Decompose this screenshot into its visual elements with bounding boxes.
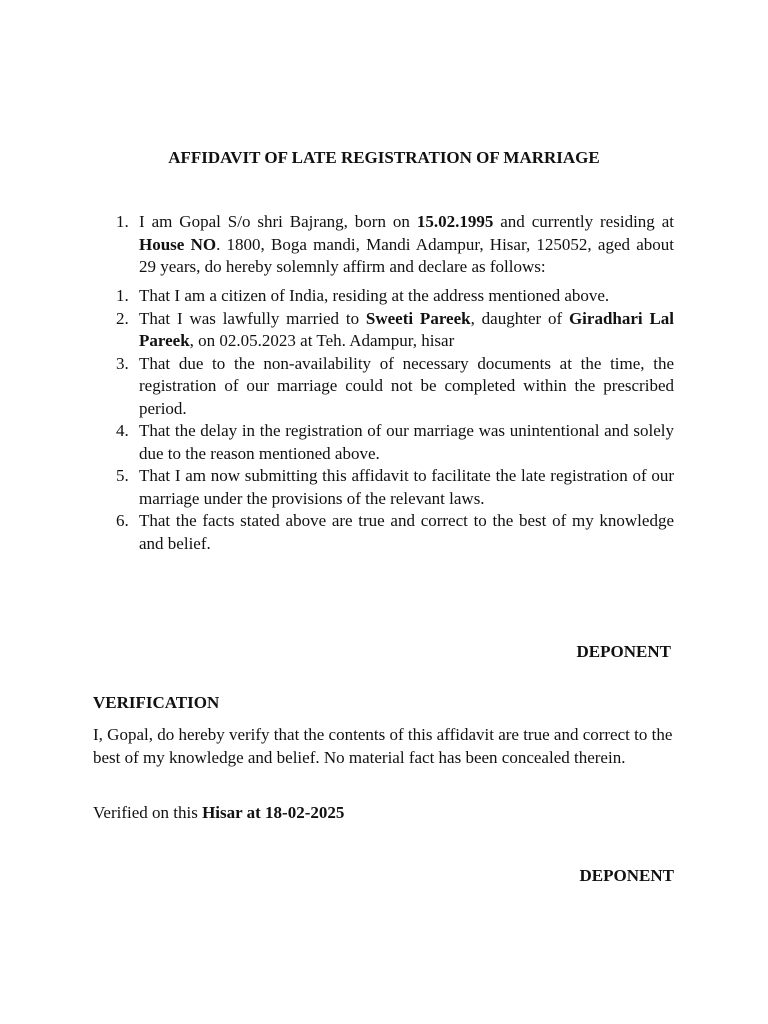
date-of-birth: 15.02.1995 [416, 212, 494, 231]
list-number: 1. [116, 286, 129, 305]
list-number: 6. [116, 511, 129, 530]
verification-heading: VERIFICATION [93, 693, 220, 712]
item-text: That I am now submitting this affidavit to facilitate the late registration of our marriage under the provisions of the relevant laws. [139, 466, 674, 508]
list-item [0, 465, 674, 510]
spouse-name: Sweeti Pareek [365, 308, 471, 328]
list-number: 5. [116, 466, 129, 485]
list-item [0, 308, 674, 353]
item-text-2: , daughter of [470, 308, 569, 328]
document-title: AFFIDAVIT OF LATE REGISTRATION OF MARRIAGE [168, 148, 600, 167]
list-number: 4. [116, 421, 129, 440]
list-item [0, 420, 674, 465]
list-number: 3. [116, 353, 129, 373]
verified-place-date: Hisar at 18-02-2025 [202, 803, 345, 822]
verification-date-line [93, 802, 344, 824]
deponent-label: DEPONENT [579, 866, 674, 885]
item-text-3: , on 02.05.2023 at Teh. Adampur, hisar [189, 331, 455, 350]
intro-text-1: I am Gopal S/o shri Bajrang, born on [139, 212, 417, 231]
deponent-label: DEPONENT [576, 642, 671, 661]
father-name: Giradhari Lal Pareek [139, 308, 675, 350]
item-text: That due to the non-availability of necessary documents at the time, the registration of our marriage could not be completed within the prescribed period. [139, 353, 674, 418]
item-text: That I am a citizen of India, residing at the address mentioned above. [139, 286, 610, 305]
list-number: 1. [116, 212, 129, 231]
verification-text: I, Gopal, do hereby verify that the contents of this affidavit are true and correct to the best of my knowledge and belief. No material fact has been concealed therein. [93, 725, 673, 767]
intro-text-2: and currently residing at [493, 212, 674, 231]
list-item [0, 510, 674, 555]
item-text: That the facts stated above are true and correct to the best of my knowledge and belief. [139, 511, 674, 553]
intro-text-3: . 1800, Boga mandi, Mandi Adampur, Hisar, 125052, aged about 29 years, do hereby solemnly affirm and declare as follows: [139, 234, 674, 276]
verified-prefix: Verified on this [93, 803, 203, 822]
list-item [0, 285, 674, 308]
house-label: House NO [139, 234, 217, 254]
intro-list [0, 211, 768, 279]
list-item [0, 353, 674, 421]
intro-paragraph [0, 211, 674, 279]
item-text-1: That I was lawfully married to [139, 308, 366, 328]
list-number: 2. [116, 308, 129, 328]
item-text: That the delay in the registration of our marriage was unintentional and solely due to the reason mentioned above. [139, 421, 674, 463]
declaration-list [0, 285, 768, 555]
